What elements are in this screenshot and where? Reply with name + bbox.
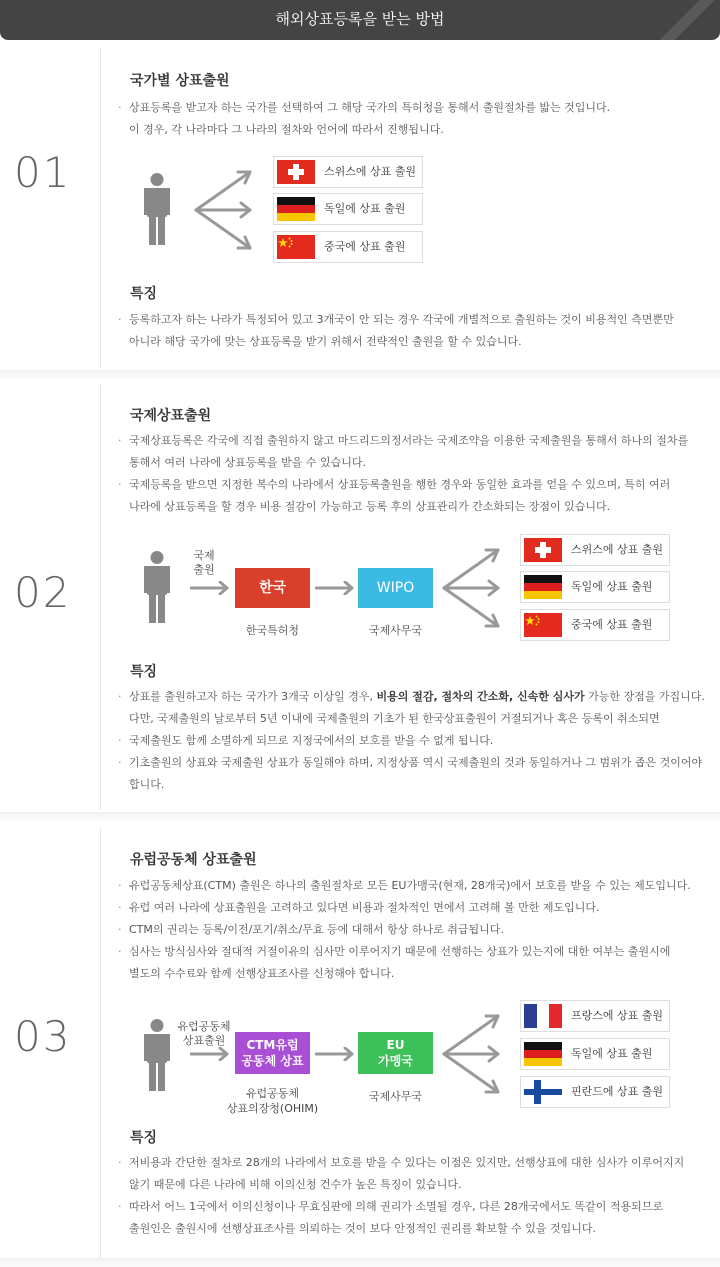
- person-icon: [144, 551, 170, 623]
- section-divider-line: [100, 48, 101, 368]
- bullet-dot: ·: [118, 1156, 122, 1169]
- pill-germany: [520, 1038, 670, 1070]
- flow-label-eu-filing: [172, 1020, 236, 1048]
- s2-feature-3: 기초출원의 상표와 국제출원 상표가 동일해야 하며, 지정상품 역시 국제출원의 것과 동일하거나 그 범위가 좁은 것이어야: [129, 756, 703, 769]
- flow-label-line-2: 상표출원: [182, 1034, 226, 1047]
- s3-feature-1-cont: 않기 때문에 다른 나라에 비해 이의신청 건수가 높은 특징이 있습니다.: [129, 1178, 462, 1191]
- split-arrows-icon: [194, 168, 254, 252]
- eu-caption: 국제사무국: [368, 1090, 423, 1103]
- switzerland-flag-icon: [277, 160, 315, 184]
- arrow-right-icon: [190, 581, 230, 595]
- s3-bullet-3: CTM의 권리는 등록/이전/포기/취소/무효 등에 대해서 항상 하나로 취급됩니다.: [129, 923, 504, 936]
- section-heading-international: 국제상표출원: [130, 408, 212, 424]
- split-arrows-icon: [442, 546, 502, 630]
- s2-feature-1-pre: 상표를 출원하고자 하는 국가가 3개국 이상일 경우,: [129, 690, 377, 703]
- s3-feature-2-cont: 출원인은 출원시에 선행상표조사를 의뢰하는 것이 보다 안정적인 권리를 확보할 수 있을 것입니다.: [129, 1222, 596, 1235]
- finland-flag-icon: [524, 1080, 562, 1104]
- ctm-caption-line-1: 유럽공동체: [245, 1087, 300, 1100]
- feature-title: 특징: [130, 286, 158, 302]
- bullet-dot: ·: [118, 101, 122, 114]
- s2-feature-1-strong: 비용의 절감, 절차의 간소화, 신속한 심사가: [376, 690, 585, 703]
- section-separator: [0, 812, 720, 821]
- korea-office-box: 한국: [235, 568, 310, 608]
- arrow-right-icon: [315, 1047, 355, 1061]
- arrow-right-icon: [190, 1047, 230, 1061]
- bullet-dot: ·: [118, 879, 122, 892]
- feature-title: 특징: [130, 664, 158, 680]
- ctm-box-line-1: CTM유럽: [246, 1038, 299, 1052]
- ctm-caption-line-2: 상표의장청(OHIM): [226, 1102, 319, 1115]
- pill-china: [520, 609, 670, 641]
- section-number-02: 02: [14, 568, 72, 617]
- section-heading-country: 국가별 상표출원: [130, 73, 230, 89]
- s3-bullet-2: 유럽 여러 나라에 상표출원을 고려하고 있다면 비용과 절차적인 면에서 고려해 볼 만한 제도입니다.: [129, 901, 600, 914]
- eu-member-box: [358, 1032, 433, 1074]
- bullet-dot: ·: [118, 734, 122, 747]
- germany-flag-icon: [277, 197, 315, 221]
- switzerland-flag-icon: [524, 538, 562, 562]
- section-divider-line: [100, 828, 101, 1258]
- section-divider-line: [100, 385, 101, 810]
- s3-feature-2: 따라서 어느 1국에서 이의신청이나 무효심판에 의해 권리가 소멸될 경우, 다른 28개국에서도 똑같이 적용되므로: [129, 1200, 663, 1213]
- feature-title: 특징: [130, 1130, 158, 1146]
- split-arrows-icon: [442, 1012, 502, 1096]
- china-flag-icon: [524, 613, 562, 637]
- s2-bullet-1: 국제상표등록은 각국에 직접 출원하지 않고 마드리드의정서라는 국제조약을 이용한 국제출원을 통해서 하나의 절차를: [129, 434, 689, 447]
- pill-germany: [273, 193, 423, 225]
- s2-feature-list: [118, 686, 708, 796]
- pill-label: 핀란드에 상표 출원: [571, 1085, 664, 1098]
- eu-box-line-1: EU: [386, 1038, 405, 1052]
- page-title: 해외상표등록을 받는 방법: [275, 10, 445, 28]
- pill-label: 독일에 상표 출원: [571, 580, 653, 593]
- pill-switzerland: [273, 156, 423, 188]
- ctm-caption: [215, 1086, 330, 1116]
- flow-label-line-1: 국제: [193, 549, 215, 562]
- germany-flag-icon: [524, 575, 562, 599]
- pill-france: [520, 1000, 670, 1032]
- s1-bullet-1-cont: 이 경우, 각 나라마다 그 나라의 절차와 언어에 따라서 진행됩니다.: [129, 123, 444, 136]
- bullet-dot: ·: [118, 313, 122, 326]
- person-icon: [144, 1019, 170, 1091]
- pill-china: [273, 231, 423, 263]
- s2-bullet-2: 국제등록을 받으면 지정한 복수의 나라에서 상표등록출원을 행한 경우와 동일한 효과를 얻을 수 있으며, 특히 여러: [129, 478, 671, 491]
- s2-feature-3-cont: 합니다.: [129, 778, 165, 791]
- france-flag-icon: [524, 1004, 562, 1028]
- bullet-dot: ·: [118, 1200, 122, 1213]
- pill-label: 중국에 상표 출원: [324, 240, 406, 253]
- s2-feature-1-cont: 다만, 국제출원의 날로부터 5년 이내에 국제출원의 기초가 된 한국상표출원이 거절되거나 혹은 등록이 취소되면: [129, 712, 660, 725]
- s3-feature-list: [118, 1152, 708, 1240]
- pill-label: 독일에 상표 출원: [571, 1047, 653, 1060]
- korea-office-caption: 한국특허청: [245, 624, 300, 637]
- bullet-dot: ·: [118, 756, 122, 769]
- china-flag-icon: [277, 235, 315, 259]
- germany-flag-icon: [524, 1042, 562, 1066]
- person-icon: [144, 173, 170, 245]
- s2-bullet-1-cont: 통해서 여러 나라에 상표등록을 받을 수 있습니다.: [129, 456, 366, 469]
- pill-germany: [520, 571, 670, 603]
- section-heading-eu: 유럽공동체 상표출원: [130, 852, 257, 868]
- s3-bullet-4: 심사는 방식심사와 절대적 거절이유의 심사만 이루어지기 때문에 선행하는 상표가 있는지에 대한 여부는 출원시에: [129, 945, 671, 958]
- pill-label: 스위스에 상표 출원: [571, 543, 664, 556]
- ctm-box: [235, 1032, 310, 1074]
- eu-box-line-2: 가맹국: [378, 1054, 413, 1068]
- pill-label: 중국에 상표 출원: [571, 618, 653, 631]
- s3-bullet-1: 유럽공동체상표(CTM) 출원은 하나의 출원절차로 모든 EU가맹국(현재, 28개국)에서 보호를 받을 수 있는 제도입니다.: [129, 879, 691, 892]
- s2-bullet-list: [118, 430, 708, 518]
- section-number-03: 03: [14, 1012, 72, 1061]
- s2-feature-1-post: 가능한 장점을 가집니다.: [584, 690, 705, 703]
- wipo-caption: 국제사무국: [368, 624, 423, 637]
- pill-label: 독일에 상표 출원: [324, 202, 406, 215]
- flow-label-line-2: 출원: [193, 563, 215, 576]
- s1-feature-1: 등록하고자 하는 나라가 특정되어 있고 3개국이 안 되는 경우 각국에 개별적으로 출원하는 것이 비용적인 측면뿐만: [129, 313, 674, 326]
- wipo-box: WIPO: [358, 568, 433, 608]
- pill-switzerland: [520, 534, 670, 566]
- s2-bullet-2-cont: 나라에 상표등록을 할 경우 비용 절감이 가능하고 등록 후의 상표관리가 간소화되는 장점이 있습니다.: [129, 500, 611, 513]
- ctm-box-line-2: 공동체 상표: [241, 1054, 304, 1068]
- bullet-dot: ·: [118, 690, 122, 703]
- s3-feature-1: 저비용과 간단한 절차로 28개의 나라에서 보호를 받을 수 있다는 이점은 있지만, 선행상표에 대한 심사가 이루어지지: [129, 1156, 685, 1169]
- bullet-dot: ·: [118, 434, 122, 447]
- pill-label: 프랑스에 상표 출원: [571, 1009, 664, 1022]
- pill-finland: [520, 1076, 670, 1108]
- s1-bullet-1: 상표등록을 받고자 하는 국가를 선택하여 그 해당 국가의 특허청을 통해서 출원절차를 밟는 것입니다.: [129, 101, 611, 114]
- page-header: [0, 0, 720, 40]
- section-number-01: 01: [14, 148, 72, 197]
- bullet-dot: ·: [118, 923, 122, 936]
- bullet-dot: ·: [118, 478, 122, 491]
- s2-feature-2: 국제출원도 함께 소멸하게 되므로 지정국에서의 보호를 받을 수 없게 됩니다.: [129, 734, 494, 747]
- section-separator: [0, 370, 720, 379]
- s1-feature-list: [118, 309, 708, 353]
- pill-label: 스위스에 상표 출원: [324, 165, 417, 178]
- s2-feature-1: [118, 686, 708, 708]
- bullet-dot: ·: [118, 901, 122, 914]
- s3-bullet-4-cont: 별도의 수수료와 함께 선행상표조사를 신청해야 합니다.: [129, 967, 395, 980]
- s3-bullet-list: [118, 875, 708, 985]
- flow-label-line-1: 유럽공동체: [177, 1020, 231, 1033]
- s1-feature-1-cont: 아니라 해당 국가에 맞는 상표등록을 받기 위해서 전략적인 출원을 할 수 있습니다.: [129, 335, 522, 348]
- flow-label-international-filing: [188, 549, 220, 577]
- s1-bullet-list: [118, 97, 708, 141]
- arrow-right-icon: [315, 581, 355, 595]
- bullet-dot: ·: [118, 945, 122, 958]
